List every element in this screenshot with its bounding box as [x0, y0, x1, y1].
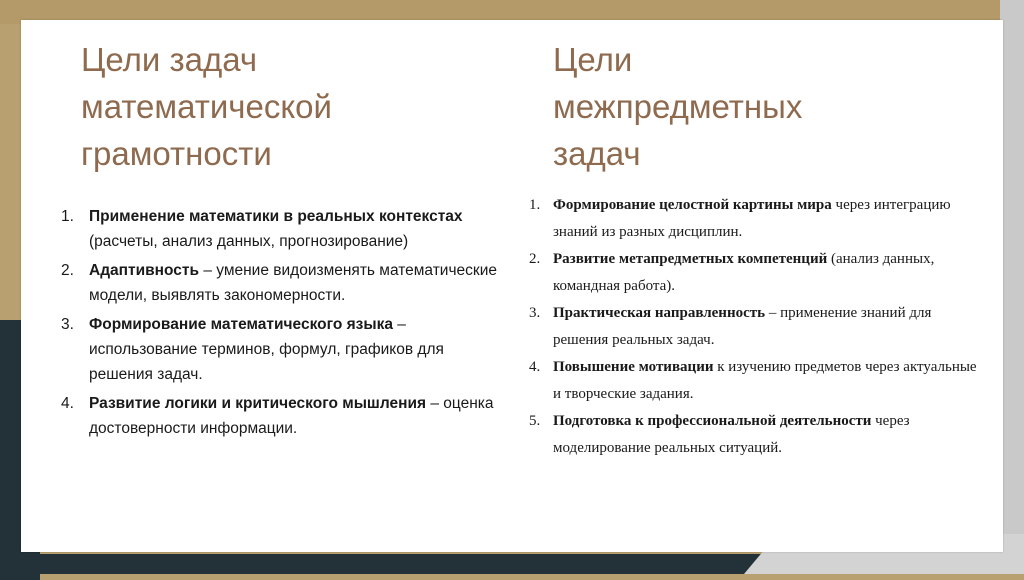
- item-bold-text: Развитие метапредметных компетенций: [553, 251, 828, 267]
- item-text: – использование терминов, формул, графиков для решения задач.: [89, 316, 444, 383]
- right-heading-line: задач: [553, 135, 641, 172]
- item-bold-text: Формирование целостной картины мира: [553, 197, 832, 213]
- item-text: (анализ данных, командная работа).: [553, 251, 935, 294]
- item-text: – применение знаний для решения реальных задач.: [553, 305, 932, 348]
- item-text: через моделирование реальных ситуаций.: [553, 413, 910, 456]
- item-number: 3.: [529, 305, 541, 321]
- right-goals-list: [529, 192, 979, 462]
- item-text: – оценка достоверности информации.: [89, 395, 494, 437]
- item-text: через интеграцию знаний из разных дисциплин.: [553, 197, 951, 240]
- item-bold-text: Повышение мотивации: [553, 359, 714, 375]
- item-text: (расчеты, анализ данных, прогнозирование): [89, 233, 409, 250]
- item-number: 4.: [61, 395, 74, 412]
- left-heading-line: Цели задач: [81, 41, 258, 78]
- right-heading-line: межпредметных: [553, 88, 803, 125]
- slide-card: [21, 20, 1003, 552]
- item-bold-text: Подготовка к профессиональной деятельности: [553, 413, 872, 429]
- list-item: [61, 312, 501, 387]
- left-heading-line: математической: [81, 88, 332, 125]
- list-item: [61, 258, 501, 308]
- item-bold-text: Практическая направленность: [553, 305, 766, 321]
- item-number: 2.: [529, 251, 541, 267]
- item-number: 2.: [61, 262, 74, 279]
- background-right-band: [1000, 0, 1024, 574]
- item-number: 5.: [529, 413, 541, 429]
- item-bold-text: Развитие логики и критического мышления: [89, 395, 427, 412]
- list-item: [529, 300, 979, 354]
- right-heading: [553, 36, 913, 177]
- left-heading-line: грамотности: [81, 135, 272, 172]
- item-bold-text: Применение математики в реальных контекстах: [89, 208, 463, 225]
- item-number: 1.: [61, 208, 74, 225]
- item-text: к изучению предметов через актуальные и творческие задания.: [553, 359, 977, 402]
- right-heading-line: Цели: [553, 41, 633, 78]
- item-bold-text: Адаптивность: [89, 262, 200, 279]
- list-item: [61, 391, 501, 441]
- item-text: – умение видоизменять математические модели, выявлять закономерности.: [89, 262, 497, 304]
- list-item: [529, 192, 979, 246]
- item-bold-text: Формирование математического языка: [89, 316, 393, 333]
- left-goals-list: [61, 204, 501, 445]
- list-item: [529, 354, 979, 408]
- left-heading: [81, 36, 441, 177]
- item-number: 1.: [529, 197, 541, 213]
- list-item: [529, 408, 979, 462]
- list-item: [529, 246, 979, 300]
- list-item: [61, 204, 501, 254]
- item-number: 3.: [61, 316, 74, 333]
- item-number: 4.: [529, 359, 541, 375]
